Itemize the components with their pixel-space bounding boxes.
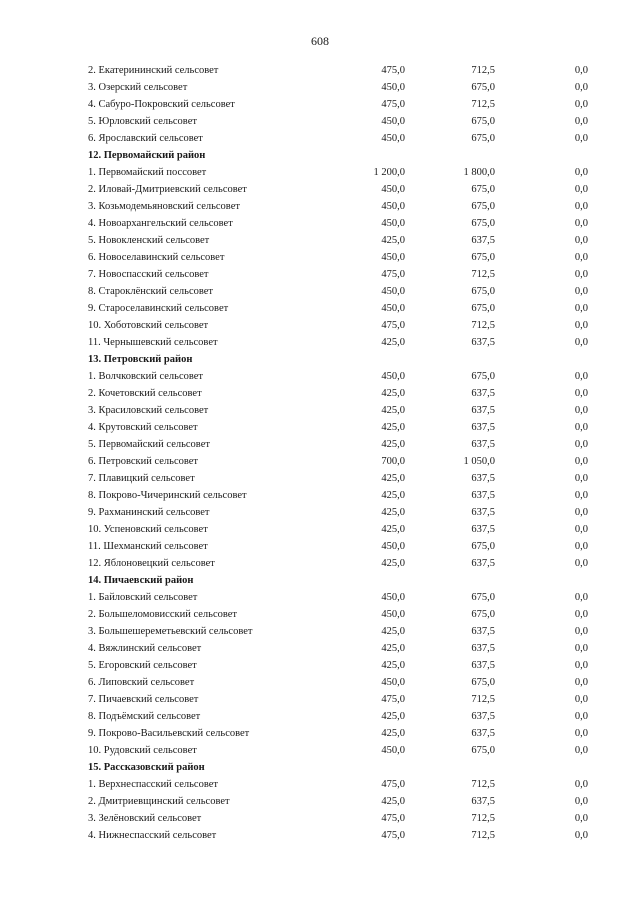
value-col-2: 675,0 bbox=[471, 371, 495, 382]
value-col-1: 475,0 bbox=[381, 320, 405, 331]
table-row bbox=[0, 283, 640, 300]
table-row bbox=[0, 708, 640, 725]
value-col-1: 425,0 bbox=[381, 235, 405, 246]
value-col-2: 637,5 bbox=[471, 524, 495, 535]
table-row bbox=[0, 368, 640, 385]
table-row bbox=[0, 725, 640, 742]
value-col-2: 712,5 bbox=[471, 830, 495, 841]
value-col-2: 675,0 bbox=[471, 609, 495, 620]
value-col-3: 0,0 bbox=[574, 201, 588, 212]
value-col-1: 1 200,0 bbox=[373, 167, 405, 178]
value-col-3: 0,0 bbox=[574, 99, 588, 110]
value-col-1: 425,0 bbox=[381, 558, 405, 569]
value-col-1: 700,0 bbox=[381, 456, 405, 467]
value-col-3: 0,0 bbox=[574, 541, 588, 552]
table-row bbox=[0, 589, 640, 606]
council-name: 11. Шехманский сельсовет bbox=[88, 541, 208, 552]
value-col-3: 0,0 bbox=[574, 388, 588, 399]
value-col-3: 0,0 bbox=[574, 507, 588, 518]
council-name: 6. Ярославский сельсовет bbox=[88, 133, 203, 144]
value-col-1: 450,0 bbox=[381, 201, 405, 212]
value-col-2: 675,0 bbox=[471, 286, 495, 297]
page-number: 608 bbox=[311, 34, 329, 48]
table-row bbox=[0, 249, 640, 266]
value-col-2: 637,5 bbox=[471, 473, 495, 484]
value-col-3: 0,0 bbox=[574, 269, 588, 280]
value-col-2: 1 800,0 bbox=[463, 167, 495, 178]
value-col-2: 637,5 bbox=[471, 337, 495, 348]
value-col-2: 675,0 bbox=[471, 133, 495, 144]
value-col-3: 0,0 bbox=[574, 286, 588, 297]
value-col-3: 0,0 bbox=[574, 473, 588, 484]
value-col-1: 450,0 bbox=[381, 303, 405, 314]
table-row bbox=[0, 776, 640, 793]
value-col-2: 712,5 bbox=[471, 269, 495, 280]
value-col-3: 0,0 bbox=[574, 643, 588, 654]
council-name: 5. Егоровский сельсовет bbox=[88, 660, 197, 671]
table-row bbox=[0, 198, 640, 215]
value-col-1: 425,0 bbox=[381, 490, 405, 501]
value-col-2: 675,0 bbox=[471, 252, 495, 263]
value-col-1: 425,0 bbox=[381, 728, 405, 739]
council-name: 3. Озерский сельсовет bbox=[88, 82, 188, 93]
value-col-2: 637,5 bbox=[471, 439, 495, 450]
table-row bbox=[0, 691, 640, 708]
value-col-1: 450,0 bbox=[381, 286, 405, 297]
council-name: 5. Первомайский сельсовет bbox=[88, 439, 210, 450]
value-col-3: 0,0 bbox=[574, 116, 588, 127]
value-col-3: 0,0 bbox=[574, 252, 588, 263]
value-col-1: 425,0 bbox=[381, 796, 405, 807]
value-col-3: 0,0 bbox=[574, 133, 588, 144]
value-col-1: 475,0 bbox=[381, 779, 405, 790]
value-col-3: 0,0 bbox=[574, 796, 588, 807]
table-row bbox=[0, 810, 640, 827]
table-row bbox=[0, 487, 640, 504]
value-col-1: 450,0 bbox=[381, 116, 405, 127]
council-name: 8. Покрово-Чичеринский сельсовет bbox=[88, 490, 247, 501]
value-col-3: 0,0 bbox=[574, 779, 588, 790]
table-row bbox=[0, 623, 640, 640]
council-name: 2. Большеломовисский сельсовет bbox=[88, 609, 237, 620]
council-name: 4. Сабуро-Покровский сельсовет bbox=[88, 99, 235, 110]
value-col-2: 675,0 bbox=[471, 218, 495, 229]
value-col-2: 637,5 bbox=[471, 643, 495, 654]
value-col-2: 712,5 bbox=[471, 813, 495, 824]
value-col-1: 425,0 bbox=[381, 337, 405, 348]
value-col-3: 0,0 bbox=[574, 422, 588, 433]
value-col-2: 637,5 bbox=[471, 660, 495, 671]
council-name: 12. Яблоновецкий сельсовет bbox=[88, 558, 215, 569]
value-col-1: 425,0 bbox=[381, 422, 405, 433]
value-col-2: 637,5 bbox=[471, 728, 495, 739]
value-col-3: 0,0 bbox=[574, 558, 588, 569]
value-col-3: 0,0 bbox=[574, 65, 588, 76]
table-row bbox=[0, 538, 640, 555]
value-col-2: 712,5 bbox=[471, 99, 495, 110]
council-name: 1. Верхнеспасский сельсовет bbox=[88, 779, 218, 790]
value-col-3: 0,0 bbox=[574, 660, 588, 671]
value-col-3: 0,0 bbox=[574, 184, 588, 195]
table-row bbox=[0, 215, 640, 232]
council-name: 6. Липовский сельсовет bbox=[88, 677, 195, 688]
value-col-1: 450,0 bbox=[381, 218, 405, 229]
value-col-1: 450,0 bbox=[381, 592, 405, 603]
value-col-3: 0,0 bbox=[574, 371, 588, 382]
value-col-2: 637,5 bbox=[471, 507, 495, 518]
value-col-2: 712,5 bbox=[471, 320, 495, 331]
table-row bbox=[0, 640, 640, 657]
value-col-2: 1 050,0 bbox=[463, 456, 495, 467]
table-row bbox=[0, 232, 640, 249]
value-col-1: 475,0 bbox=[381, 99, 405, 110]
value-col-3: 0,0 bbox=[574, 456, 588, 467]
table-row bbox=[0, 385, 640, 402]
value-col-2: 675,0 bbox=[471, 303, 495, 314]
value-col-3: 0,0 bbox=[574, 303, 588, 314]
value-col-1: 475,0 bbox=[381, 65, 405, 76]
value-col-2: 675,0 bbox=[471, 541, 495, 552]
value-col-3: 0,0 bbox=[574, 626, 588, 637]
value-col-3: 0,0 bbox=[574, 167, 588, 178]
district-name: 13. Петровский район bbox=[88, 354, 193, 365]
council-name: 3. Козьмодемьяновский сельсовет bbox=[88, 201, 240, 212]
council-name: 9. Староселавинский сельсовет bbox=[88, 303, 229, 314]
table-row bbox=[0, 300, 640, 317]
value-col-2: 637,5 bbox=[471, 490, 495, 501]
value-col-1: 450,0 bbox=[381, 133, 405, 144]
district-name: 14. Пичаевский район bbox=[88, 575, 194, 586]
value-col-2: 637,5 bbox=[471, 235, 495, 246]
table-row bbox=[0, 742, 640, 759]
value-col-2: 712,5 bbox=[471, 65, 495, 76]
value-col-1: 425,0 bbox=[381, 473, 405, 484]
value-col-3: 0,0 bbox=[574, 82, 588, 93]
council-name: 2. Кочетовский сельсовет bbox=[88, 388, 202, 399]
council-name: 7. Новоспасский сельсовет bbox=[88, 269, 209, 280]
table-row bbox=[0, 317, 640, 334]
value-col-3: 0,0 bbox=[574, 320, 588, 331]
table-row bbox=[0, 657, 640, 674]
value-col-3: 0,0 bbox=[574, 830, 588, 841]
council-name: 7. Плавицкий сельсовет bbox=[88, 473, 195, 484]
value-col-3: 0,0 bbox=[574, 439, 588, 450]
table-row bbox=[0, 470, 640, 487]
value-col-2: 637,5 bbox=[471, 405, 495, 416]
table-row bbox=[0, 674, 640, 691]
council-name: 10. Рудовский сельсовет bbox=[88, 745, 197, 756]
value-col-2: 712,5 bbox=[471, 779, 495, 790]
value-col-1: 475,0 bbox=[381, 813, 405, 824]
value-col-3: 0,0 bbox=[574, 677, 588, 688]
council-name: 10. Хоботовский сельсовет bbox=[88, 320, 209, 331]
table-row bbox=[0, 436, 640, 453]
value-col-2: 675,0 bbox=[471, 201, 495, 212]
value-col-3: 0,0 bbox=[574, 728, 588, 739]
value-col-1: 475,0 bbox=[381, 269, 405, 280]
district-heading bbox=[0, 759, 640, 776]
council-name: 8. Староклёнский сельсовет bbox=[88, 286, 214, 297]
table-row bbox=[0, 402, 640, 419]
table-row bbox=[0, 606, 640, 623]
table-row bbox=[0, 62, 640, 79]
value-col-2: 712,5 bbox=[471, 694, 495, 705]
table-row bbox=[0, 79, 640, 96]
council-name: 10. Успеновский сельсовет bbox=[88, 524, 208, 535]
value-col-1: 450,0 bbox=[381, 82, 405, 93]
table-row bbox=[0, 266, 640, 283]
table-row bbox=[0, 521, 640, 538]
value-col-3: 0,0 bbox=[574, 745, 588, 756]
table-row bbox=[0, 453, 640, 470]
table-row bbox=[0, 793, 640, 810]
value-col-3: 0,0 bbox=[574, 490, 588, 501]
table-row bbox=[0, 419, 640, 436]
value-col-1: 450,0 bbox=[381, 609, 405, 620]
table-row bbox=[0, 181, 640, 198]
value-col-1: 425,0 bbox=[381, 711, 405, 722]
value-col-1: 475,0 bbox=[381, 694, 405, 705]
table-row bbox=[0, 504, 640, 521]
council-name: 1. Волчковский сельсовет bbox=[88, 371, 204, 382]
district-heading bbox=[0, 572, 640, 589]
table-row bbox=[0, 113, 640, 130]
value-col-2: 637,5 bbox=[471, 422, 495, 433]
council-name: 3. Большешереметьевский сельсовет bbox=[88, 626, 253, 637]
value-col-2: 675,0 bbox=[471, 82, 495, 93]
allocation-table bbox=[0, 62, 640, 844]
value-col-1: 475,0 bbox=[381, 830, 405, 841]
value-col-3: 0,0 bbox=[574, 235, 588, 246]
value-col-1: 425,0 bbox=[381, 405, 405, 416]
value-col-2: 637,5 bbox=[471, 626, 495, 637]
value-col-3: 0,0 bbox=[574, 405, 588, 416]
value-col-1: 425,0 bbox=[381, 388, 405, 399]
value-col-2: 637,5 bbox=[471, 711, 495, 722]
value-col-2: 675,0 bbox=[471, 745, 495, 756]
value-col-1: 450,0 bbox=[381, 371, 405, 382]
council-name: 5. Юрловский сельсовет bbox=[88, 116, 197, 127]
value-col-3: 0,0 bbox=[574, 813, 588, 824]
council-name: 9. Рахманинский сельсовет bbox=[88, 507, 210, 518]
value-col-2: 637,5 bbox=[471, 388, 495, 399]
value-col-1: 425,0 bbox=[381, 626, 405, 637]
district-heading bbox=[0, 351, 640, 368]
value-col-2: 637,5 bbox=[471, 796, 495, 807]
value-col-3: 0,0 bbox=[574, 711, 588, 722]
value-col-1: 450,0 bbox=[381, 745, 405, 756]
value-col-1: 450,0 bbox=[381, 184, 405, 195]
council-name: 2. Дмитриевщинский сельсовет bbox=[88, 796, 230, 807]
value-col-1: 450,0 bbox=[381, 541, 405, 552]
value-col-3: 0,0 bbox=[574, 609, 588, 620]
value-col-1: 425,0 bbox=[381, 643, 405, 654]
value-col-1: 450,0 bbox=[381, 252, 405, 263]
council-name: 3. Красиловский сельсовет bbox=[88, 405, 209, 416]
value-col-3: 0,0 bbox=[574, 592, 588, 603]
district-name: 12. Первомайский район bbox=[88, 150, 206, 161]
value-col-3: 0,0 bbox=[574, 524, 588, 535]
value-col-3: 0,0 bbox=[574, 694, 588, 705]
council-name: 2. Иловай-Дмитриевский сельсовет bbox=[88, 184, 247, 195]
council-name: 11. Чернышевский сельсовет bbox=[88, 337, 218, 348]
value-col-2: 675,0 bbox=[471, 116, 495, 127]
value-col-1: 425,0 bbox=[381, 660, 405, 671]
council-name: 2. Екатерининский сельсовет bbox=[88, 65, 219, 76]
value-col-2: 675,0 bbox=[471, 592, 495, 603]
table-row bbox=[0, 96, 640, 113]
value-col-1: 425,0 bbox=[381, 524, 405, 535]
council-name: 3. Зелёновский сельсовет bbox=[88, 813, 202, 824]
council-name: 6. Новоселавинский сельсовет bbox=[88, 252, 225, 263]
council-name: 4. Вяжлинский сельсовет bbox=[88, 643, 202, 654]
council-name: 6. Петровский сельсовет bbox=[88, 456, 199, 467]
value-col-3: 0,0 bbox=[574, 218, 588, 229]
table-row bbox=[0, 164, 640, 181]
value-col-2: 637,5 bbox=[471, 558, 495, 569]
council-name: 1. Первомайский поссовет bbox=[88, 167, 207, 178]
table-row bbox=[0, 130, 640, 147]
council-name: 4. Крутовский сельсовет bbox=[88, 422, 198, 433]
table-row bbox=[0, 827, 640, 844]
district-heading bbox=[0, 147, 640, 164]
district-name: 15. Рассказовский район bbox=[88, 762, 205, 773]
council-name: 5. Новокленский сельсовет bbox=[88, 235, 210, 246]
value-col-1: 425,0 bbox=[381, 507, 405, 518]
value-col-2: 675,0 bbox=[471, 677, 495, 688]
value-col-1: 450,0 bbox=[381, 677, 405, 688]
council-name: 8. Подъёмский сельсовет bbox=[88, 711, 201, 722]
value-col-2: 675,0 bbox=[471, 184, 495, 195]
council-name: 7. Пичаевский сельсовет bbox=[88, 694, 199, 705]
table-row bbox=[0, 334, 640, 351]
council-name: 1. Байловский сельсовет bbox=[88, 592, 198, 603]
value-col-1: 425,0 bbox=[381, 439, 405, 450]
value-col-3: 0,0 bbox=[574, 337, 588, 348]
table-row bbox=[0, 555, 640, 572]
council-name: 9. Покрово-Васильевский сельсовет bbox=[88, 728, 250, 739]
council-name: 4. Новоархангельский сельсовет bbox=[88, 218, 233, 229]
council-name: 4. Нижнеспасский сельсовет bbox=[88, 830, 217, 841]
